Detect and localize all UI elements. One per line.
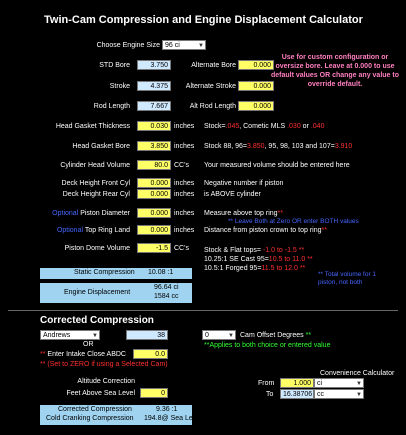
displacement-ci: 96.64 ci — [154, 284, 179, 291]
gasket-bore-note: Stock 88, 96=3.850, 95, 98, 103 and 107=3.910 — [204, 143, 353, 150]
or-label: OR — [83, 341, 94, 348]
gasket-bore-input[interactable]: 3.850 — [137, 141, 171, 151]
dome-note-1: Stock & Flat tops= -1.0 to -1.5 ** — [204, 247, 305, 254]
chevron-down-icon: ▼ — [198, 43, 204, 49]
deck-rear-label: Deck Height Rear Cyl — [62, 191, 130, 198]
engine-displacement-label: Engine Displacement — [64, 289, 131, 296]
alt-stroke-input[interactable]: 0.000 — [238, 81, 274, 91]
ring-land-unit: inches — [174, 227, 195, 234]
alt-stroke-label: Alternate Stroke — [185, 83, 236, 90]
altitude-label: Altitude Correction — [77, 378, 135, 385]
from-unit-value: ci — [317, 380, 323, 387]
chevron-down-icon: ▼ — [228, 333, 234, 339]
corrected-results-panel — [40, 405, 202, 425]
deck-front-label: Deck Height Front Cyl — [61, 180, 130, 187]
deck-rear-input[interactable]: 0.000 — [137, 189, 171, 199]
custom-config-note: Use for custom configuration or oversize bore. Leave at 0.000 to use default values OR change any value to override default. — [271, 54, 399, 88]
gasket-bore-label: Head Gasket Bore — [72, 143, 130, 150]
piston-diameter-unit: inches — [174, 210, 195, 217]
head-volume-input[interactable]: 80.0 — [137, 160, 171, 170]
alt-bore-label: Alternate Bore — [191, 62, 236, 69]
gasket-thickness-label: Head Gasket Thickness — [55, 123, 130, 130]
leave-both-note: ** Leave Both at Zero OR enter BOTH values — [228, 218, 359, 225]
ring-land-label: Optional Top Ring Land — [56, 227, 130, 234]
head-volume-label: Cylinder Head Volume — [60, 162, 130, 169]
feet-label: Feet Above Sea Level — [66, 390, 135, 397]
from-unit-select[interactable] — [314, 378, 364, 388]
engine-size-select[interactable] — [162, 40, 206, 59]
page-title: Twin-Cam Compression and Engine Displacement Calculator — [44, 14, 363, 26]
ring-land-input[interactable]: 0.000 — [137, 225, 171, 235]
piston-dome-label: Piston Dome Volume — [64, 245, 130, 252]
deck-note-2: is ABOVE cylinder — [204, 191, 261, 198]
piston-diameter-label: Optional Piston Diameter — [52, 210, 130, 217]
cold-cranking-value: 194.8@ Sea Level — [144, 415, 202, 422]
corrected-compression-title: Corrected Compression — [40, 315, 154, 326]
ring-land-note: Distance from piston crown to top ring** — [204, 227, 327, 234]
chevron-down-icon: ▼ — [92, 333, 98, 339]
cold-cranking-label: Cold Cranking Compression — [46, 415, 134, 422]
corrected-compression-label: Corrected Compression — [58, 406, 132, 413]
abdc-note: ** (Set to ZERO if using a Selected Cam) — [40, 361, 168, 368]
piston-diameter-input[interactable]: 0.000 — [137, 208, 171, 218]
piston-dome-input[interactable]: -1.5 — [137, 243, 171, 253]
gasket-thickness-unit: inches — [174, 123, 195, 130]
cam-offset-value: 0 — [205, 332, 209, 339]
head-volume-note: Your measured volume should be entered here — [204, 162, 350, 169]
alt-bore-input[interactable]: 0.000 — [238, 60, 274, 70]
engine-displacement-panel — [40, 283, 192, 303]
static-compression-panel — [40, 268, 192, 279]
abdc-input[interactable]: 0.0 — [133, 349, 168, 359]
deck-front-unit: inches — [174, 180, 195, 187]
cam-offset-label: Cam Offset Degrees ** — [240, 332, 312, 339]
alt-rod-length-label: Alt Rod Length — [189, 103, 236, 110]
section-divider — [8, 310, 398, 311]
corrected-compression-value: 9.36 :1 — [156, 406, 178, 413]
chevron-down-icon: ▼ — [356, 392, 362, 398]
from-value-input[interactable]: 1.000 — [280, 378, 314, 388]
abdc-label: ** Enter Intake Close ABDC — [40, 351, 126, 358]
std-bore-field: 3.750 — [137, 60, 171, 70]
cam-value: Andrews TW57 — [43, 332, 71, 349]
displacement-cc: 1584 cc — [154, 293, 179, 300]
alt-rod-length-input[interactable]: 0.000 — [238, 101, 274, 111]
stroke-label: Stroke — [109, 83, 130, 90]
dome-note-2: 10.25:1 SE Cast 95=10.5 to 11.0 ** — [204, 256, 313, 263]
cam-offset-note: **Applies to both choice or entered value — [204, 342, 331, 349]
gasket-thickness-note: Stock=.045, Cometic MLS .030 or .040 — [204, 123, 325, 130]
from-label: From — [258, 380, 275, 387]
static-compression-label: Static Compression — [74, 269, 135, 276]
to-label: To — [266, 391, 274, 398]
converter-title: Convenience Calculator — [320, 370, 395, 377]
gasket-thickness-input[interactable]: 0.030 — [137, 121, 171, 131]
dome-note-3: 10.5:1 Forged 95=11.5 to 12.0 ** — [204, 265, 306, 272]
head-volume-unit: CC's — [174, 162, 189, 169]
deck-front-input[interactable]: 0.000 — [137, 178, 171, 188]
to-value-field: 16.38706 — [280, 389, 314, 399]
deck-note-1: Negative number if piston — [204, 180, 284, 187]
cam-abdc-field: 38 — [126, 330, 168, 340]
chevron-down-icon: ▼ — [356, 381, 362, 387]
cam-offset-select[interactable] — [202, 330, 236, 340]
engine-size-label: Choose Engine Size — [96, 42, 160, 49]
total-volume-note: ** Total volume for 1 piston, not both — [318, 271, 377, 286]
stroke-field: 4.375 — [137, 81, 171, 91]
feet-input[interactable]: 0 — [140, 388, 168, 398]
rod-length-field: 7.667 — [137, 101, 171, 111]
engine-size-value: 96 ci 3.750x4.375 — [165, 42, 204, 59]
deck-rear-unit: inches — [174, 191, 195, 198]
piston-diameter-note: Measure above top ring** — [204, 210, 283, 217]
piston-dome-unit: CC's — [174, 245, 189, 252]
rod-length-label: Rod Length — [93, 103, 130, 110]
gasket-bore-unit: inches — [174, 143, 195, 150]
to-unit-value: cc — [317, 391, 324, 398]
static-compression-value: 10.08 :1 — [148, 269, 174, 276]
std-bore-label: STD Bore — [99, 62, 130, 69]
to-unit-select[interactable] — [314, 389, 364, 399]
